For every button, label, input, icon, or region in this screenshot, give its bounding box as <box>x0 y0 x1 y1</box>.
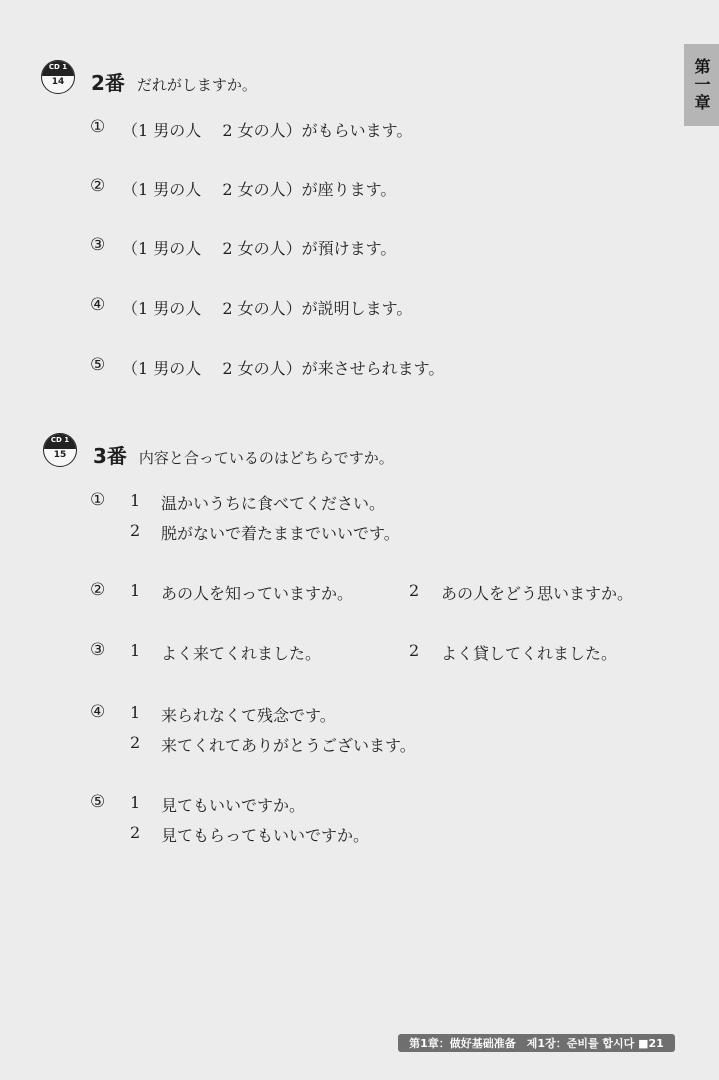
question-instruction: 内容と合っているのはどちらですか。 <box>138 449 394 467</box>
choice-number: 2 <box>409 641 420 660</box>
choice-text: あの人を知っていますか。 <box>161 584 354 603</box>
item-number: ③ <box>90 640 106 660</box>
item-text: （1 男の人 2 女の人）が預けます。 <box>122 239 397 258</box>
item-text: （1 男の人 2 女の人）が説明します。 <box>122 299 413 318</box>
choice-text: よく来てくれました。 <box>161 644 322 663</box>
choice-text: 見てもいいですか。 <box>161 796 306 815</box>
item-text: （1 男の人 2 女の人）が来させられます。 <box>122 359 445 378</box>
chapter-tab-label: 第一章 <box>692 58 711 112</box>
item-number: ② <box>90 580 106 600</box>
choice-number: 2 <box>409 581 420 600</box>
choice-text: 見てもらってもいいですか。 <box>161 826 370 845</box>
cd-track-number: 15 <box>53 450 67 460</box>
item-text: （1 男の人 2 女の人）がもらいます。 <box>122 121 413 140</box>
choice-number: 2 <box>130 823 141 842</box>
page-footer: 第1章：做好基础准备 제1장：준비를 합시다 ■21 <box>398 1034 675 1052</box>
choice-number: 2 <box>130 521 141 540</box>
question-instruction: だれがしますか。 <box>136 76 257 94</box>
item-number: ③ <box>90 235 106 255</box>
item-number: ④ <box>90 702 106 722</box>
item-text: （1 男の人 2 女の人）が座ります。 <box>122 180 397 199</box>
choice-text: 来てくれてありがとうございます。 <box>161 736 416 755</box>
cd-track-number: 14 <box>51 77 65 87</box>
cd-label: CD 1 <box>48 63 68 71</box>
item-number: ① <box>90 117 106 137</box>
choice-text: あの人をどう思いますか。 <box>441 584 634 603</box>
item-number: ④ <box>90 295 106 315</box>
choice-text: よく貸してくれました。 <box>441 644 618 663</box>
choice-number: 1 <box>130 703 141 722</box>
item-number: ⑤ <box>90 355 106 375</box>
choice-number: 2 <box>130 733 141 752</box>
cd-track-icon <box>43 433 77 467</box>
choice-text: 脱がないで着たままでいいです。 <box>161 524 400 543</box>
cd-track-icon <box>41 60 75 94</box>
choice-number: 1 <box>130 581 141 600</box>
question-number: 2番 <box>91 71 125 95</box>
item-number: ① <box>90 490 106 510</box>
choice-number: 1 <box>130 491 141 510</box>
chapter-tab <box>684 44 719 126</box>
question-2-title <box>91 67 257 96</box>
item-number: ⑤ <box>90 792 106 812</box>
choice-text: 来られなくて残念です。 <box>161 706 336 725</box>
question-number: 3番 <box>93 444 127 468</box>
question-3-title <box>93 440 394 469</box>
choice-text: 温かいうちに食べてください。 <box>161 494 386 513</box>
choice-number: 1 <box>130 641 141 660</box>
item-number: ② <box>90 176 106 196</box>
cd-label: CD 1 <box>50 436 70 444</box>
choice-number: 1 <box>130 793 141 812</box>
